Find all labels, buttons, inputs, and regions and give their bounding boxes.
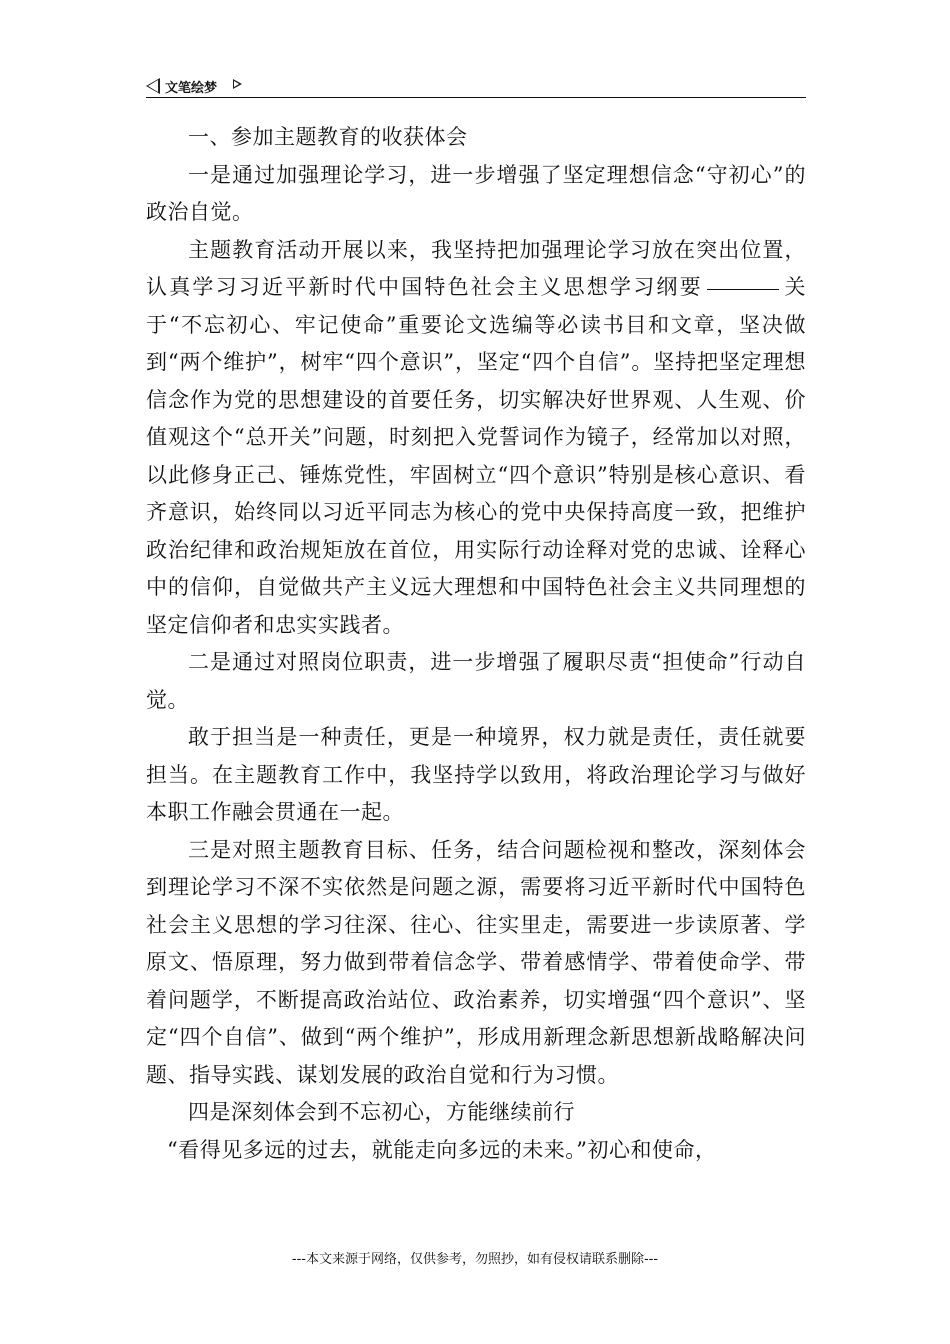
paragraph-text: 关于“不忘初心、牢记使命”重要论文选编等必读书目和文章，坚决做到“两个维护”，树牢“四个意识”，坚定“四个自信”。坚持把坚定理想信念作为党的思想建设的首要任务，切实解决好世界观、人生观、价值观这个“总开关”问题，时刻把入党誓词作为镜子，经常加以对照，以此修身正己、锤炼党性，牢固树立“四个意识”特别是核心意识、看齐意识，始终同以习近平同志为核心的党中央保持高度一致，把维护政治纪律和政治规矩放在首位，用实际行动诠释对党的忠诚、诠释心中的信仰，自觉做共产主义远大理想和中国特色社会主义共同理想的坚定信仰者和忠实实践者。 [146, 275, 807, 637]
section-heading: 一、参加主题教育的收获体会 [188, 125, 468, 149]
paragraph-text: 主题教育活动开展以来，我坚持把加强理论学习放在突出位置，认真学习习近平新时代中国特色社会主义思想学习纲要 [146, 237, 806, 299]
paragraph: 一是通过加强理论学习，进一步增强了坚定理想信念“守初心”的政治自觉。 [146, 162, 806, 224]
triangle-left-icon [146, 78, 160, 94]
paragraph: 四是深刻体会到不忘初心，方能继续前行 [188, 1100, 575, 1124]
blank-underline [707, 288, 779, 290]
triangle-right-icon [233, 79, 242, 89]
page-header [146, 76, 806, 98]
document-body [146, 119, 806, 1169]
paragraph [146, 232, 806, 645]
page-footer: ---本文来源于网络，仅供参考，勿照抄，如有侵权请联系删除--- [291, 1252, 659, 1267]
header-divider [146, 97, 806, 98]
brand-label: 文笔绘梦 [165, 81, 218, 96]
paragraph: “看得见多远的过去，就能走向多远的未来。”初心和使命， [167, 1137, 717, 1162]
paragraph: 三是对照主题教育目标、任务，结合问题检视和整改，深刻体会到理论学习不深不实依然是问题之源，需要将习近平新时代中国特色社会主义思想的学习往深、往心、往实里走，需要进一步读原著、学原文、悟原理，努力做到带着信念学、带着感情学、带着使命学、带着问题学，不断提高政治站位、政治素养，切实增强“四个意识”、坚定“四个自信”、做到“两个维护”，形成用新理念新思想新战略解决问题、指导实践、谋划发展的政治自觉和行为习惯。 [146, 837, 806, 1087]
paragraph: 二是通过对照岗位职责，进一步增强了履职尽责“担使命”行动自觉。 [146, 650, 806, 712]
paragraph: 敢于担当是一种责任，更是一种境界，权力就是责任，责任就要担当。在主题教育工作中，我坚持学以致用，将政治理论学习与做好本职工作融会贯通在一起。 [146, 725, 806, 824]
